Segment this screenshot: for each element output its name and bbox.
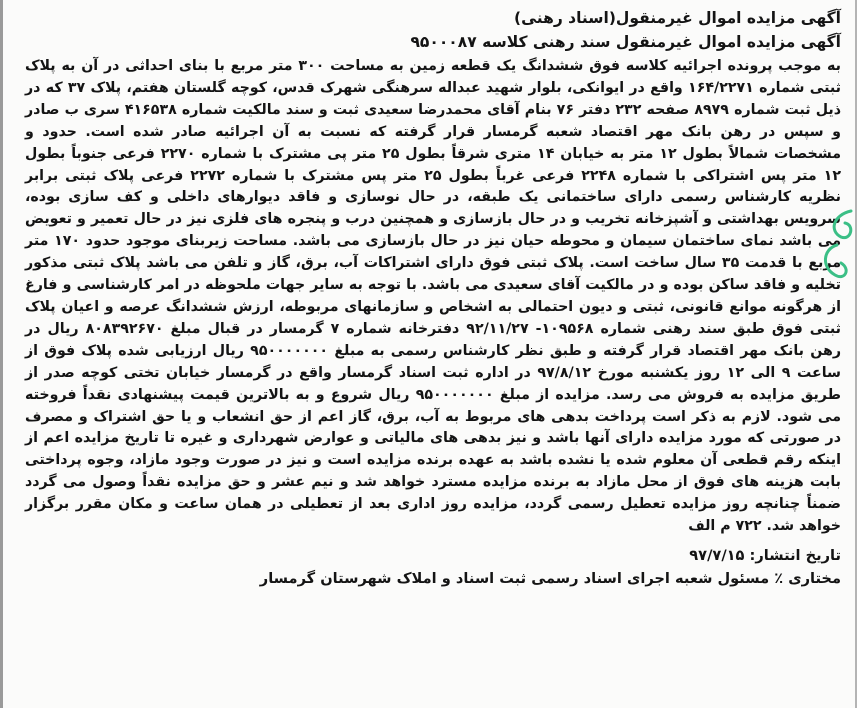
auction-notice xyxy=(25,6,841,590)
publish-date: تاریخ انتشار: ۹۷/۷/۱۵ xyxy=(689,546,841,564)
signature-line: مختاری ٪ مسئول شعبه اجرای اسناد رسمی ثبت اسناد و املاک شهرستان گرمسار xyxy=(259,569,841,587)
notice-title: آگهی مزایده اموال غیرمنقول(اسناد رهنی) xyxy=(514,9,841,27)
notice-subtitle: آگهی مزایده اموال غیرمنقول سند رهنی کلاسه ۹۵۰۰۰۸۷ xyxy=(410,33,841,51)
notice-body: به موجب پرونده اجرائیه کلاسه فوق ششدانگ یک قطعه زمین به مساحت ۳۰۰ متر مربع با بنای احداثی در آن به پلاک ثبتی شماره ۱۶۴/۲۲۷۱ واقع در ایوانکی، بلوار شهید عبداله سرهنگی شهرک قدس، کوچه گلستان هفتم، پلاک ۳۷ که در ذیل ثبت شماره ۸۹۷۹ صفحه ۲۳۲ دفتر ۷۶ بنام آقای محمدرضا سعیدی ثبت و سند مالکیت شماره ۴۱۶۵۳۸ سری ب صادر و سپس در رهن بانک مهر اقتصاد شعبه گرمسار قرار گرفته که نسبت به آن اجرائیه صادر شده است. حدود و مشخصات شمالاً بطول ۱۲ متر به خیابان ۱۴ متری شرقاً بطول ۲۵ متر پی مشترک با شماره ۲۲۷۰ فرعی جنوباً بطول ۱۲ متر پس اشتراکی با شماره ۲۲۴۸ فرعی غرباً بطول ۲۵ متر پس مشترک با شماره ۲۲۷۲ فرعی پلاک ثبتی برابر نظریه کارشناس رسمی دارای ساختمانی یک طبقه، در حال نوسازی و فاقد دیوارهای داخلی و کف سازی بوده، سرویس بهداشتی و آشپزخانه تخریب و در حال بازسازی و همچنین درب و پنجره های فلزی نیز در حال تعمیر و تعویض می باشد نمای ساختمان سیمان و محوطه حیان نیز در حال بازسازی می باشد. مساحت زیربنای موجود حدود ۱۷۰ متر مربع با قدمت ۳۵ سال ساخت است. پلاک ثبتی فوق دارای اشتراکات آب، برق، گاز و تلفن می باشد پلاک ثبتی مذکور تخلیه و فاقد ساکن بوده و در مالکیت آقای سعیدی می باشد. با توجه به سایر جهات ملحوظه در امر کارشناسی و فارغ از هرگونه موانع قانونی، ثبتی و دیون احتمالی به اشخاص و سازمانهای مربوطه، ارزش ششدانگ عرصه و اعیان پلاک ثبتی فوق طبق سند رهنی شماره ۱۰۹۵۶۸- ۹۲/۱۱/۲۷ دفترخانه شماره ۷ گرمسار در قبال مبلغ ۸۰۸۳۹۲۶۷۰ ریال در رهن بانک مهر اقتصاد قرار گرفته و طبق نظر کارشناس رسمی به مبلغ ۹۵۰۰۰۰۰۰۰ ریال ارزیابی شده پلاک فوق از ساعت ۹ الی ۱۲ روز یکشنبه مورخ ۹۷/۸/۱۲ در اداره ثبت اسناد گرمسار واقع در گرمسار خیابان تختی کوچه صدر از طریق مزایده به فروش می رسد. مزایده از مبلغ ۹۵۰۰۰۰۰۰۰ ریال شروع و به بالاترین قیمت پیشنهادی نقداً فروخته می شود. لازم به ذکر است پرداخت بدهی های مربوط به آب، برق، گاز اعم از حق انشعاب و یا حق اشتراک و مصرف در صورتی که مورد مزایده دارای آنها باشد و نیز بدهی های مالیاتی و عوارض شهرداری و غیره تا تاریخ مزایده اعم از اینکه رقم قطعی آن معلوم شده یا نشده باشد به عهده برنده مزایده است و نیز در صورت وجود مازاد، وجوه پرداختی بابت هزینه های فوق از محل مازاد به برنده مزایده مسترد خواهد شد و نیم عشر و حق مزایده نقداً وصول می گردد ضمناً چنانچه روز مزایده تعطیل رسمی گردد، مزایده روز اداری بعد از تعطیلی در همان ساعت و مکان مقرر برگزار خواهد شد. ۷۲۲ م الف xyxy=(25,58,842,535)
green-pen-scribble-icon xyxy=(811,205,855,285)
